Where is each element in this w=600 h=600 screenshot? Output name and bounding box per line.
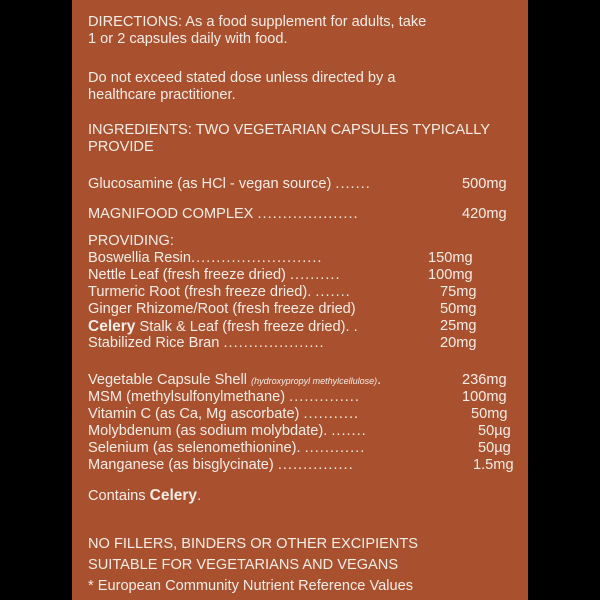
ingredient-row-ginger [88,301,477,318]
ingredient-row-manganese [88,457,514,474]
allergen-celery: Celery [88,318,136,335]
ingredient-row-boswellia [88,250,473,267]
ingredient-row-selenium [88,440,511,457]
leader-dots: ............ [304,440,366,456]
ingredient-row-glucosamine [88,176,508,193]
allergen-statement [88,487,201,505]
ingredient-name: Selenium (as selenomethionine). [88,440,301,456]
capsule-shell-note: (hydroxypropyl methylcellulose) [251,376,378,386]
leader-dots: ....... [331,423,367,439]
ingredient-name: Stalk & Leaf (fresh freeze dried). . [135,319,358,335]
directions-text [88,14,426,48]
footer-no-fillers: NO FILLERS, BINDERS OR OTHER EXCIPIENTS [88,536,419,552]
ingredient-amount: 20mg [440,335,477,351]
contains-suffix: . [197,488,202,504]
leader-dots: .................... [257,206,359,222]
ingredient-name: Manganese (as bisglycinate) [88,457,274,473]
ingredient-row-molybdenum [88,423,511,440]
ingredients-line-1: INGREDIENTS: TWO VEGETARIAN CAPSULES TYPICALLY [88,122,490,138]
leader-dots: ....... [335,176,371,192]
ingredient-amount: 50µg [478,423,511,439]
ingredient-amount: 50mg [471,406,508,422]
providing-label: PROVIDING: [88,233,174,249]
ingredient-row-capsule-shell [88,372,508,390]
ingredient-row-celery [88,318,477,336]
ingredient-row-magnifood [88,206,508,223]
leader-dots: ............... [277,457,354,473]
ingredient-amount: 50µg [478,440,511,456]
leader-dots: ........... [303,406,360,422]
ingredient-amount: 500mg [462,176,507,192]
ingredient-amount: 150mg [428,250,473,266]
ingredient-amount: 420mg [462,206,507,222]
ingredients-heading [88,122,490,156]
ingredient-name: Vegetable Capsule Shell [88,372,248,388]
directions-line-2: 1 or 2 capsules daily with food. [88,31,288,47]
ingredient-name: Turmeric Root (fresh freeze dried). [88,284,312,300]
ingredient-amount: 1.5mg [473,457,514,473]
ingredient-name: MAGNIFOOD COMPLEX [88,206,254,222]
ingredient-amount: 75mg [440,284,477,300]
ingredient-name: Ginger Rhizome/Root (fresh freeze dried) [88,301,356,317]
ingredient-name: Glucosamine (as HCl - vegan source) [88,176,332,192]
ingredient-row-vitamin-c [88,406,508,423]
footer-vegan: SUITABLE FOR VEGETARIANS AND VEGANS [88,557,399,573]
leader-dots: ....... [315,284,351,300]
ingredient-name: MSM (methylsulfonylmethane) [88,389,286,405]
ingredient-name: Vitamin C (as Ca, Mg ascorbate) [88,406,300,422]
warning-line-2: healthcare practitioner. [88,87,236,103]
ingredient-amount: 236mg [462,372,507,388]
dose-warning [88,70,395,104]
ingredient-row-turmeric [88,284,477,301]
label-panel [72,0,528,600]
leader-dots: .............. [289,389,360,405]
ingredient-name: Nettle Leaf (fresh freeze dried) [88,267,286,283]
ingredient-name: Boswellia Resin [88,250,192,266]
ingredient-row-msm [88,389,507,406]
leader-dots: .......................... [191,250,323,266]
ingredient-name: Stabilized Rice Bran [88,335,220,351]
ingredient-row-nettle [88,267,473,284]
ingredient-amount: 100mg [428,267,473,283]
ingredients-line-2: PROVIDE [88,139,154,155]
leader-dots: . [377,372,382,388]
allergen-celery: Celery [149,487,198,504]
ingredient-amount: 50mg [440,301,477,317]
warning-line-1: Do not exceed stated dose unless directed by a [88,70,396,86]
contains-prefix: Contains [88,488,150,504]
ingredient-amount: 100mg [462,389,507,405]
leader-dots: .................... [223,335,325,351]
footer-nrv-note: * European Community Nutrient Reference Values [88,578,414,594]
ingredient-amount: 25mg [440,318,477,334]
ingredient-name: Molybdenum (as sodium molybdate). [88,423,328,439]
directions-line-1: DIRECTIONS: As a food supplement for adults, take [88,14,427,30]
ingredient-row-rice-bran [88,335,477,352]
leader-dots: .......... [289,267,341,283]
